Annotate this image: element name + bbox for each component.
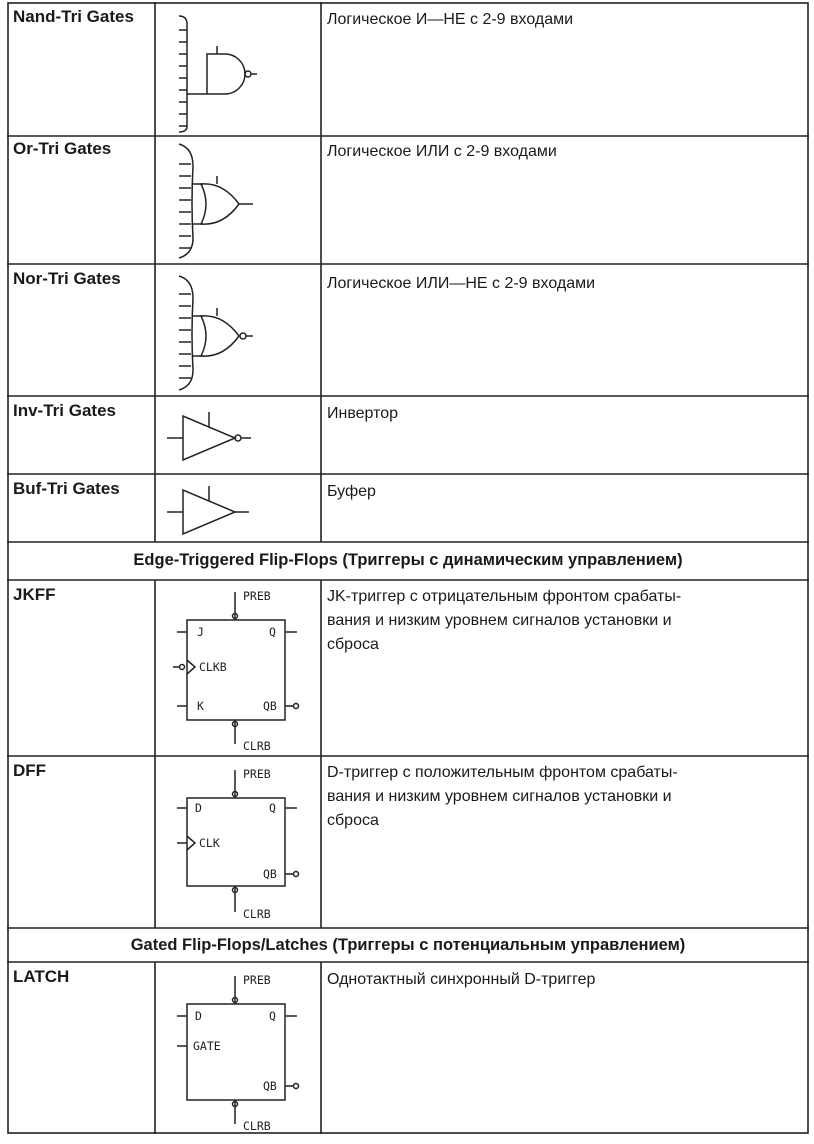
- pin-label-clk: CLK: [199, 836, 220, 850]
- buffer-symbol: [157, 474, 321, 542]
- component-description: [327, 761, 797, 833]
- description-line: сброса: [327, 812, 379, 829]
- pin-label-q: Q: [269, 1009, 276, 1023]
- section-header-gated: Gated Flip-Flops/Latches (Триггеры с потенциальным управлением): [130, 936, 686, 954]
- component-name: DFF: [13, 761, 47, 780]
- section-header-edge-triggered: Edge-Triggered Flip-Flops (Триггеры с динамическим управлением): [133, 551, 683, 569]
- pin-label-preb: PREB: [243, 767, 271, 781]
- pin-label-clrb: CLRB: [243, 1119, 271, 1133]
- description-line: вания и низким уровнем сигналов установки и: [327, 788, 672, 805]
- pin-label-clrb: CLRB: [243, 739, 271, 753]
- pin-label-d: D: [195, 801, 202, 815]
- description-line: D-триггер с положительным фронтом срабаты-: [327, 764, 678, 781]
- description-line: JK-триггер с отрицательным фронтом срабаты-: [327, 588, 682, 605]
- nor-gate-symbol: [157, 264, 321, 396]
- jk-flipflop-symbol: [157, 580, 321, 756]
- inverter-symbol: [157, 396, 321, 474]
- pin-label-qb: QB: [263, 1079, 277, 1093]
- pin-label-q: Q: [269, 625, 276, 639]
- component-description: Логическое ИЛИ—НЕ с 2-9 входами: [327, 275, 596, 292]
- component-description: Однотактный синхронный D-триггер: [327, 971, 596, 988]
- component-name: LATCH: [13, 967, 70, 986]
- pin-label-qb: QB: [263, 699, 277, 713]
- description-line: сброса: [327, 636, 379, 653]
- or-gate-symbol: [157, 136, 321, 264]
- pin-label-qb: QB: [263, 867, 277, 881]
- component-name: Or-Tri Gates: [13, 139, 112, 158]
- component-description: Логическое И—НЕ с 2-9 входами: [327, 11, 574, 28]
- pin-label-j: J: [197, 625, 204, 639]
- pin-label-k: K: [197, 699, 204, 713]
- description-line: вания и низким уровнем сигналов установки и: [327, 612, 672, 629]
- pin-label-preb: PREB: [243, 973, 271, 987]
- component-description: Буфер: [327, 483, 376, 500]
- component-name: Inv-Tri Gates: [13, 401, 116, 420]
- pin-label-d: D: [195, 1009, 202, 1023]
- latch-symbol: [157, 962, 321, 1134]
- pin-label-clk: CLKB: [199, 660, 227, 674]
- component-name: JKFF: [13, 585, 56, 604]
- component-description: Инвертор: [327, 405, 399, 422]
- pin-label-clrb: CLRB: [243, 907, 271, 921]
- component-description: Логическое ИЛИ с 2-9 входами: [327, 143, 557, 160]
- pin-label-q: Q: [269, 801, 276, 815]
- component-name: Nor-Tri Gates: [13, 269, 121, 288]
- pin-label-preb: PREB: [243, 589, 271, 603]
- component-table: [7, 2, 809, 1134]
- component-name: Buf-Tri Gates: [13, 479, 120, 498]
- pin-label-gate: GATE: [193, 1039, 221, 1053]
- d-flipflop-symbol: [157, 756, 321, 928]
- component-description: [327, 585, 797, 657]
- component-name: Nand-Tri Gates: [13, 7, 134, 26]
- nand-gate-symbol: [157, 2, 321, 136]
